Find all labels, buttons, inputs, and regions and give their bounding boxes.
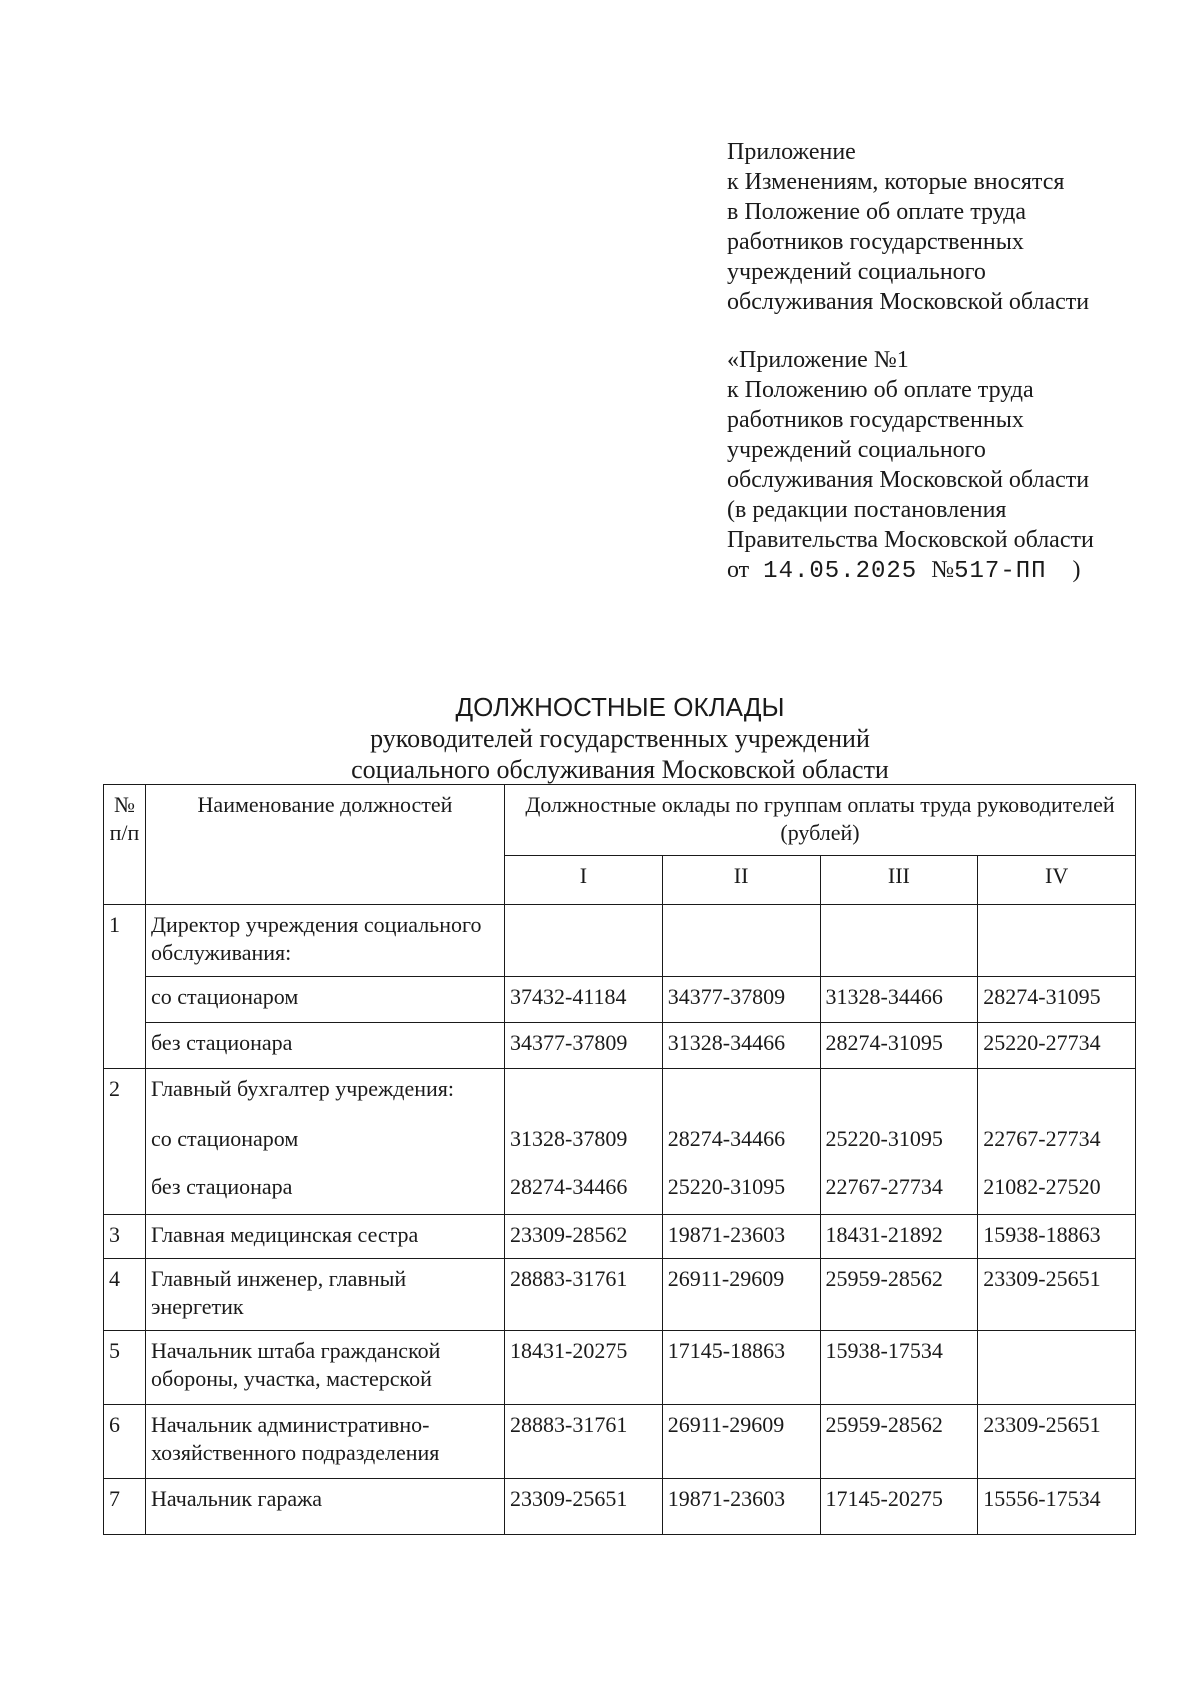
number-sign: № [931,557,955,583]
salary-cell: 37432-41184 [505,977,663,1023]
salary-cell [820,1069,978,1119]
header-row [104,785,1136,856]
salary-cell: 34377-37809 [662,977,820,1023]
salary-cell: 18431-21892 [820,1215,978,1259]
title-line-2: руководителей государственных учреждений [370,724,870,753]
title-line-1: ДОЛЖНОСТНЫЕ ОКЛАДЫ [455,692,785,722]
salary-cell: 25220-31095 [662,1167,820,1215]
resolution-date: 14.05.2025 [763,558,918,585]
appendix-line: к Изменениям, которые вносятся [727,169,1065,195]
salary-cell [662,1069,820,1119]
appendix1-line: учреждений социального [727,437,986,463]
appendix-line: работников государственных [727,229,1024,255]
salary-cell: 31328-34466 [820,977,978,1023]
salary-cell: 15938-18863 [978,1215,1136,1259]
appendix-line: учреждений социального [727,259,986,285]
salary-cell: 21082-27520 [978,1167,1136,1215]
col-header-group-1: I [505,856,663,905]
row-number: 5 [104,1331,146,1405]
appendix-line: в Положение об оплате труда [727,199,1027,225]
table-row [104,977,1136,1023]
appendix1-heading [727,345,1167,587]
appendix-line: Приложение [727,139,856,165]
col-header-groups: Должностные оклады по группам оплаты труда руководителей (рублей) [505,785,1136,856]
appendix1-line: к Положению об оплате труда [727,377,1034,403]
col-header-num: № п/п [104,785,146,905]
table-row [104,1259,1136,1331]
col-header-group-3: III [820,856,978,905]
salary-cell: 25959-28562 [820,1405,978,1479]
table-row [104,1215,1136,1259]
appendix1-line: (в редакции постановления [727,497,1007,523]
row-number: 4 [104,1259,146,1331]
salary-cell [662,905,820,977]
salary-cell: 28274-34466 [505,1167,663,1215]
table-row [104,1167,1136,1215]
position-name: Главная медицинская сестра [146,1215,505,1259]
table-row [104,1119,1136,1167]
salary-cell: 31328-37809 [505,1119,663,1167]
table-row [104,1331,1136,1405]
salary-cell: 31328-34466 [662,1023,820,1069]
salary-cell: 23309-25651 [978,1259,1136,1331]
appendix1-line: обслуживания Московской области [727,467,1090,493]
salary-cell: 28274-31095 [978,977,1136,1023]
salary-cell: 26911-29609 [662,1405,820,1479]
position-name: Начальник гаража [146,1479,505,1535]
salary-cell: 15556-17534 [978,1479,1136,1535]
position-name: Главный бухгалтер учреждения: [146,1069,505,1119]
salary-cell: 15938-17534 [820,1331,978,1405]
salary-cell: 19871-23603 [662,1479,820,1535]
resolution-ref [727,555,1167,587]
salary-cell [820,905,978,977]
col-header-name: Наименование должностей [146,785,505,905]
position-name: Главный инженер, главный энергетик [146,1259,505,1331]
position-name: со стационаром [146,977,505,1023]
appendix1-line: работников государственных [727,407,1024,433]
salary-cell [978,905,1136,977]
table-row [104,1479,1136,1535]
col-header-group-2: II [662,856,820,905]
salary-cell [505,905,663,977]
appendix-line: обслуживания Московской области [727,289,1090,315]
salary-cell: 17145-18863 [662,1331,820,1405]
table-row [104,1405,1136,1479]
row-number: 6 [104,1405,146,1479]
table-row [104,1069,1136,1119]
row-number: 2 [104,1069,146,1119]
salary-cell: 26911-29609 [662,1259,820,1331]
salary-cell: 28274-34466 [662,1119,820,1167]
resolution-number: 517-ПП [954,558,1047,585]
salary-cell: 23309-25651 [505,1479,663,1535]
row-number: 7 [104,1479,146,1535]
appendix1-line: Правительства Московской области [727,527,1094,553]
closing-paren: ) [1072,557,1081,583]
position-name: Начальник штаба гражданской обороны, участка, мастерской [146,1331,505,1405]
row-number: 1 [104,905,146,1069]
position-name: без стационара [146,1023,505,1069]
salary-cell: 34377-37809 [505,1023,663,1069]
appendix1-line: «Приложение №1 [727,347,909,373]
salary-cell: 28274-31095 [820,1023,978,1069]
appendix-heading [727,137,1167,317]
salary-cell: 23309-25651 [978,1405,1136,1479]
position-name: Директор учреждения социального обслуживания: [146,905,505,977]
salary-cell: 22767-27734 [978,1119,1136,1167]
position-name: со стационаром [146,1119,505,1167]
salary-cell: 28883-31761 [505,1259,663,1331]
row-number: 3 [104,1215,146,1259]
position-name: Начальник административно-хозяйственного подразделения [146,1405,505,1479]
col-header-group-4: IV [978,856,1136,905]
salary-cell: 25959-28562 [820,1259,978,1331]
from-label: от [727,557,750,583]
salary-cell: 17145-20275 [820,1479,978,1535]
table-row [104,1023,1136,1069]
position-name: без стационара [146,1167,505,1215]
salary-cell [978,1069,1136,1119]
salary-cell [505,1069,663,1119]
salary-table [103,784,1136,1535]
document-title [100,692,1140,785]
salary-cell: 22767-27734 [820,1167,978,1215]
salary-cell [978,1331,1136,1405]
salary-cell: 25220-31095 [820,1119,978,1167]
salary-cell: 25220-27734 [978,1023,1136,1069]
salary-cell: 28883-31761 [505,1405,663,1479]
row-number-blank [104,1119,146,1167]
salary-cell: 23309-28562 [505,1215,663,1259]
salary-cell: 18431-20275 [505,1331,663,1405]
title-line-3: социального обслуживания Московской области [351,755,889,784]
table-row [104,905,1136,977]
salary-cell: 19871-23603 [662,1215,820,1259]
row-number-blank [104,1167,146,1215]
